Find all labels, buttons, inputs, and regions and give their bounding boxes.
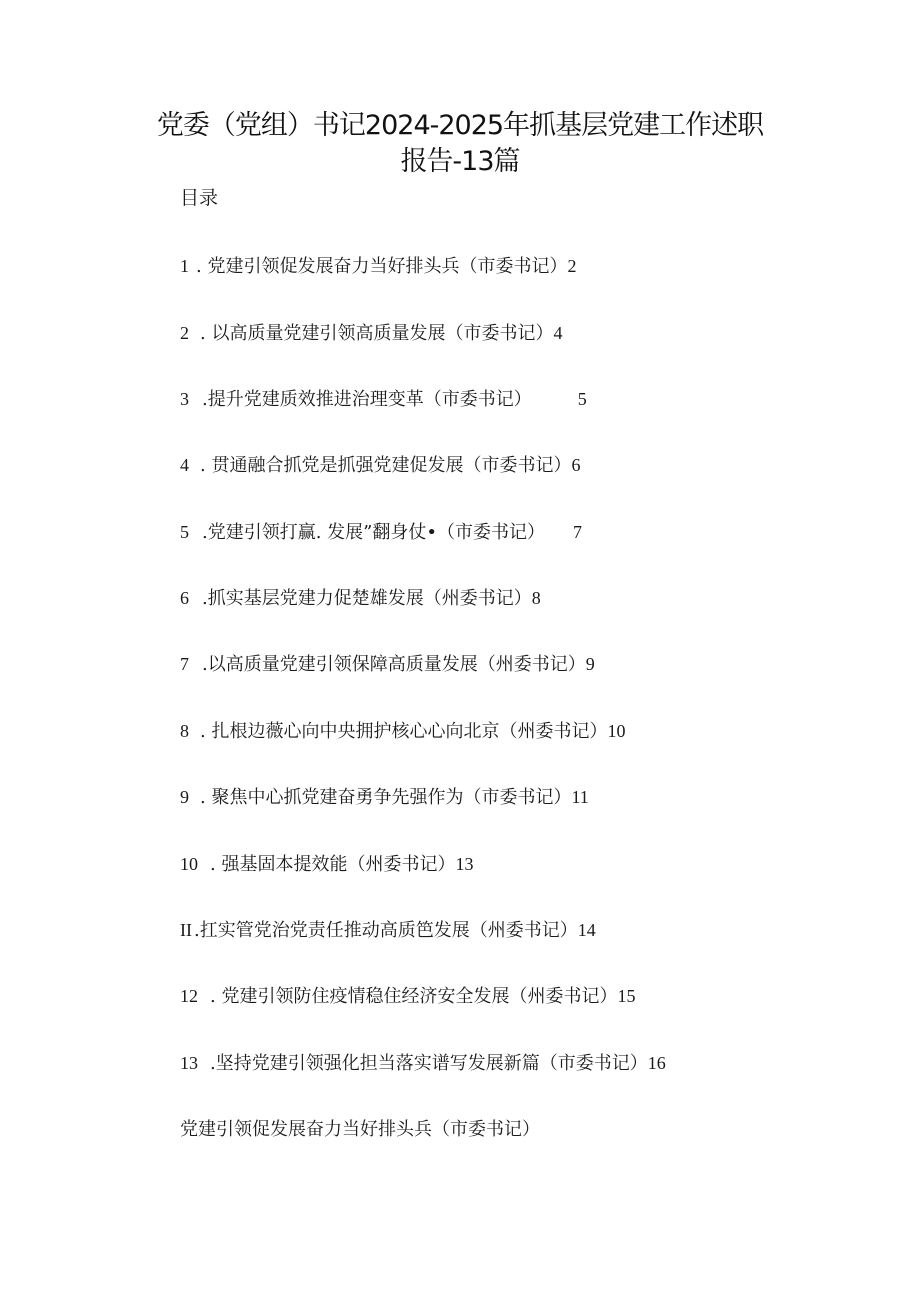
toc-item-title: .以高质量党建引领保障高质量发展（州委书记） xyxy=(202,654,586,675)
toc-item-page: 5 xyxy=(577,389,587,409)
toc-item-title: . 以高质量党建引领高质量发展（市委书记） xyxy=(200,323,554,344)
toc-item[interactable] xyxy=(180,917,596,943)
toc-item[interactable] xyxy=(180,452,580,478)
toc-item-number: 8 xyxy=(180,721,189,741)
toc-item-title: . 扎根边薇心向中央拥护核心心向北京（州委书记） xyxy=(200,721,608,742)
toc-item-page: 9 xyxy=(585,654,595,674)
toc-item-number: 4 xyxy=(180,455,189,475)
toc-item-number: 10 xyxy=(180,854,198,874)
toc-item-number: 6 xyxy=(180,588,189,608)
toc-item-title: . 强基固本提效能（州委书记） xyxy=(210,854,456,875)
toc-item-page: 2 xyxy=(567,256,577,276)
toc-item-number: 12 xyxy=(180,986,198,1006)
toc-item-number: 7 xyxy=(180,654,189,674)
toc-item-number: 9 xyxy=(180,787,189,807)
toc-item-number: 13 xyxy=(180,1053,198,1073)
toc-item[interactable] xyxy=(180,718,625,744)
toc-item-page: 13 xyxy=(455,854,474,874)
toc-item[interactable] xyxy=(180,651,595,677)
toc-item-title: . 党建引领防住疫情稳住经济安全发展（州委书记） xyxy=(210,986,618,1007)
toc-item-title: . 党建引领促发展奋力当好排头兵（市委书记） xyxy=(196,256,568,277)
toc-item-title: . 聚焦中心抓党建奋勇争先强作为（市委书记） xyxy=(200,787,572,808)
toc-item-page: 10 xyxy=(607,721,626,741)
toc-item-title: .提升党建质效推进治理变革（市委书记） xyxy=(202,389,532,410)
toc-item-page: 4 xyxy=(553,323,563,343)
toc-item[interactable] xyxy=(180,519,582,545)
toc-item[interactable] xyxy=(180,253,576,279)
toc-item[interactable] xyxy=(180,585,541,611)
toc-item-page: 15 xyxy=(617,986,636,1006)
toc-item-number: 2 xyxy=(180,323,189,343)
toc-item[interactable] xyxy=(180,784,589,810)
toc-item-page: 7 xyxy=(572,522,582,542)
toc-item-title: . 贯通融合抓党是抓强党建促发展（市委书记） xyxy=(200,455,572,476)
toc-item-number: II xyxy=(180,920,192,940)
toc-item[interactable] xyxy=(180,386,587,412)
toc-heading: 目录 xyxy=(180,187,219,209)
toc-item-number: 5 xyxy=(180,522,189,542)
document-title-line-2: 报告-13篇 xyxy=(400,146,520,177)
toc-item-title: .党建引领打赢. 发展”翻身仗•（市委书记） xyxy=(202,522,545,543)
toc-item-number: 3 xyxy=(180,389,189,409)
toc-item-page: 6 xyxy=(571,455,581,475)
section-heading: 党建引领促发展奋力当好排头兵（市委书记） xyxy=(180,1119,540,1140)
toc-item-title: .抓实基层党建力促楚雄发展（州委书记） xyxy=(202,588,532,609)
toc-item[interactable] xyxy=(180,1050,666,1076)
toc-item-title: .扛实管党治党责任推动高质笆发展（州委书记） xyxy=(194,920,578,941)
toc-item[interactable] xyxy=(180,320,562,346)
toc-item-page: 8 xyxy=(531,588,541,608)
document-title-line-1: 党委（党组）书记2024-2025年抓基层党建工作述职 xyxy=(156,110,764,141)
toc-item-page: 14 xyxy=(577,920,596,940)
toc-item-page: 16 xyxy=(647,1053,666,1073)
toc-item-title: .坚持党建引领强化担当落实谱写发展新篇（市委书记） xyxy=(210,1053,648,1074)
toc-item[interactable] xyxy=(180,983,635,1009)
toc-item-number: 1 xyxy=(180,256,189,276)
toc-item-page: 11 xyxy=(571,787,589,807)
toc-item[interactable] xyxy=(180,851,473,877)
